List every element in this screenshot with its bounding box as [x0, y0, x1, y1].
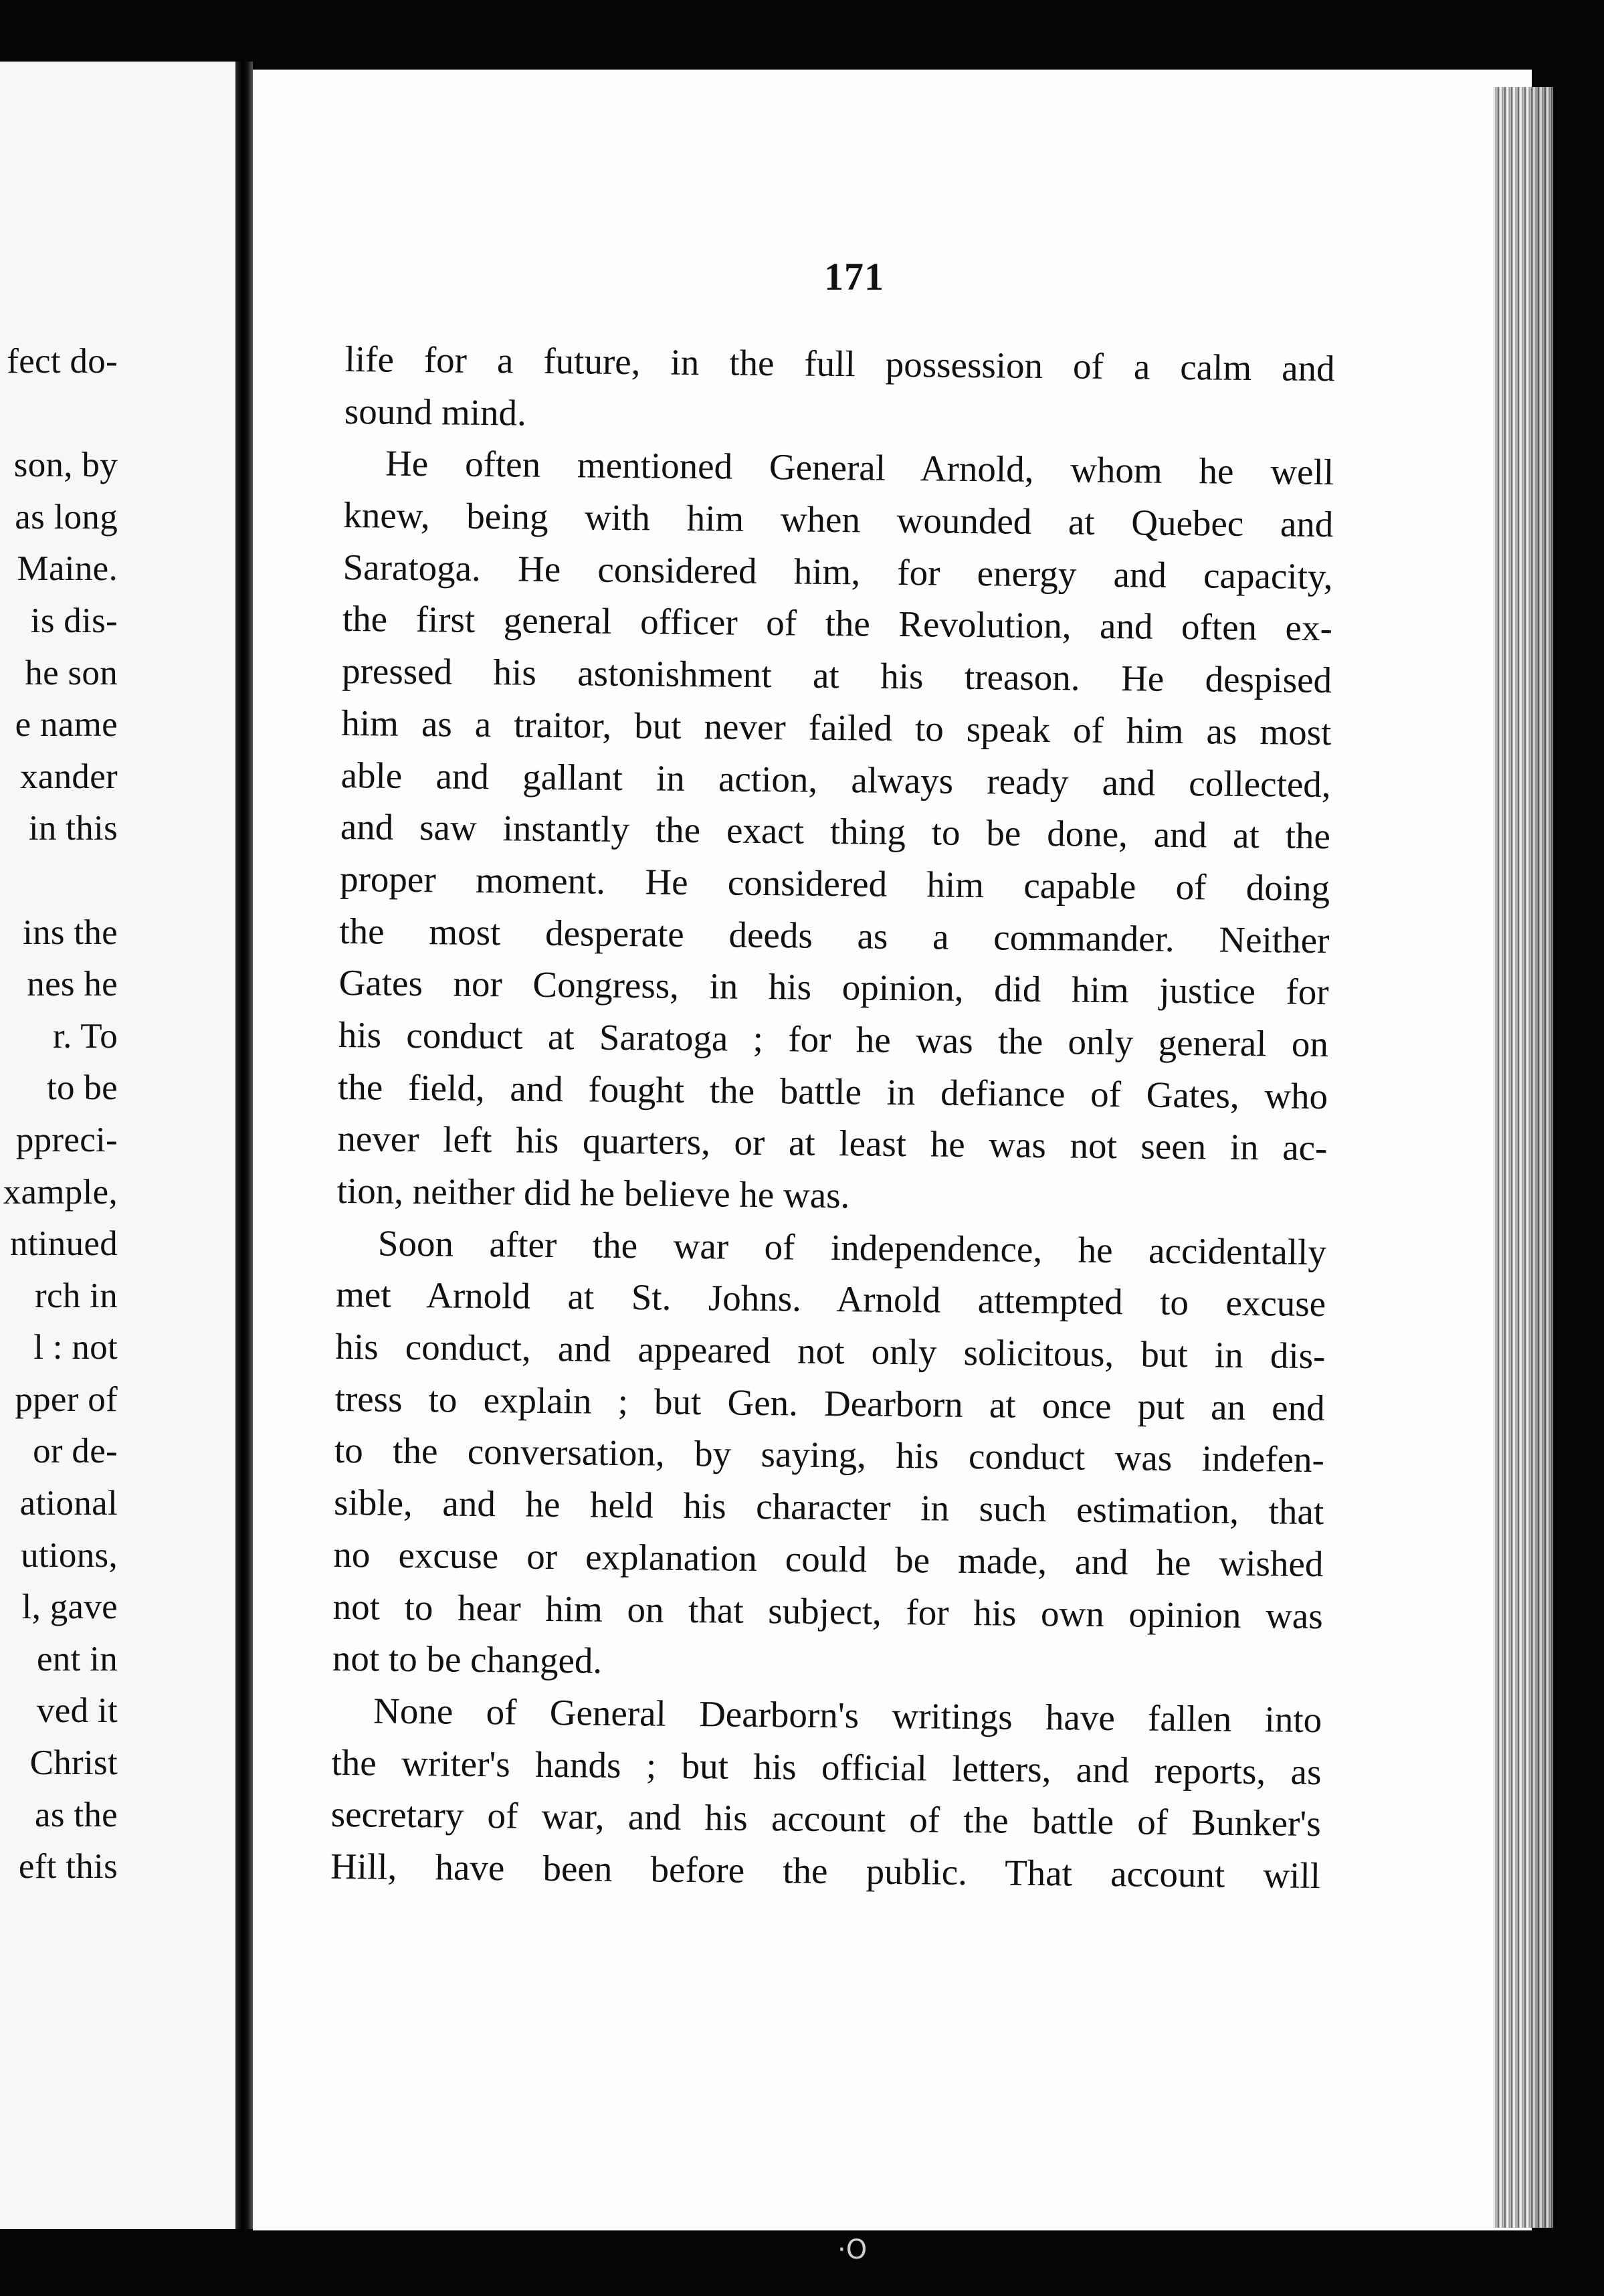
text-line: the first general officer of the Revolution, and often ex-: [342, 598, 1333, 649]
text-line: met Arnold at St. Johns. Arnold attempted to excuse: [335, 1274, 1326, 1325]
left-page-line: Maine.: [17, 549, 118, 589]
left-page-line: l, gave: [21, 1588, 118, 1627]
text-line: Soon after the war of independence, he accidentally: [377, 1222, 1327, 1272]
left-page-line: or de-: [33, 1432, 118, 1471]
left-page-line: ppreci-: [15, 1120, 118, 1159]
left-page-line: in this: [28, 809, 118, 848]
left-page-line: utions,: [21, 1535, 118, 1575]
text-line: to the conversation, by saying, his conduct was indefen-: [334, 1430, 1325, 1480]
left-page-line: rch in: [35, 1276, 118, 1315]
page-edge-stack: [1493, 87, 1553, 2228]
text-line: tion, neither did he believe he was.: [336, 1169, 850, 1216]
text-line: no excuse or explanation could be made, and he wished: [333, 1533, 1324, 1584]
left-page-line: nes he: [27, 965, 118, 1004]
left-page-line: ent in: [36, 1639, 118, 1679]
left-page-line: he son: [25, 653, 118, 692]
left-page-line: e name: [15, 705, 118, 745]
text-line: knew, being with him when wounded at Quebec and: [343, 494, 1334, 545]
text-line: Hill, have been before the public. That account will: [330, 1845, 1321, 1897]
left-page-line: [3, 388, 118, 440]
left-page-line: ins the: [23, 913, 118, 952]
book-gutter: [235, 62, 253, 2229]
left-page-line: is dis-: [30, 601, 118, 640]
left-page-line: eft this: [18, 1847, 118, 1887]
text-line: sound mind.: [344, 390, 527, 434]
text-line: secretary of war, and his account of the battle of Bunker's: [330, 1794, 1321, 1844]
text-line: Gates nor Congress, in his opinion, did him justice for: [338, 962, 1329, 1013]
left-page-line: xample,: [3, 1172, 118, 1212]
left-page-line: to be: [47, 1068, 118, 1108]
footer-mark: ·O: [837, 2234, 868, 2265]
left-page-line: son, by: [13, 446, 118, 485]
text-line: the writer's hands ; but his official letters, and reports, as: [331, 1741, 1322, 1792]
text-line: his conduct, and appeared not only solicitous, but in dis-: [335, 1325, 1326, 1377]
text-line: him as a traitor, but never failed to speak of him as most: [341, 702, 1332, 753]
left-page-line: ved it: [36, 1691, 118, 1731]
text-line: not to be changed.: [332, 1638, 603, 1681]
text-line: None of General Dearborn's writings have fallen into: [373, 1690, 1322, 1740]
left-page-line: pper of: [15, 1379, 118, 1419]
left-page-line: [3, 855, 118, 907]
text-line: life for a future, in the full possession of a calm and: [344, 338, 1335, 389]
text-line: never left his quarters, or at least he was not seen in ac-: [337, 1118, 1328, 1169]
text-line: proper moment. He considered him capable of doing: [339, 858, 1330, 909]
text-line: able and gallant in action, always ready and collected,: [340, 754, 1331, 805]
text-line: the field, and fought the battle in defiance of Gates, who: [337, 1066, 1328, 1117]
left-page-line: fect do-: [7, 342, 118, 381]
text-line: his conduct at Saratoga ; for he was the only general on: [338, 1014, 1329, 1065]
text-line: He often mentioned General Arnold, whom he well: [385, 442, 1334, 493]
left-page-line: r. To: [53, 1016, 118, 1056]
left-page-line: Christ: [29, 1743, 118, 1783]
text-line: the most desperate deeds as a commander. Neither: [339, 910, 1330, 961]
text-line: pressed his astonishment at his treason. He despised: [341, 650, 1332, 701]
left-page-line: ntinued: [9, 1224, 118, 1264]
left-page-text: [3, 336, 118, 1893]
left-page-line: ational: [19, 1484, 118, 1523]
left-page-line: l : not: [33, 1328, 118, 1367]
text-line: sible, and he held his character in such estimation, that: [333, 1482, 1324, 1533]
left-page-line: as long: [15, 497, 118, 537]
left-page-line: as the: [35, 1795, 118, 1834]
text-line: not to hear him on that subject, for his own opinion was: [332, 1586, 1323, 1636]
text-line: Saratoga. He considered him, for energy and capacity,: [342, 546, 1333, 597]
text-line: and saw instantly the exact thing to be done, and at the: [340, 806, 1331, 857]
text-line: tress to explain ; but Gen. Dearborn at once put an end: [334, 1377, 1325, 1428]
left-page-line: xander: [20, 757, 118, 796]
left-page: [0, 62, 235, 2229]
page-number: 171: [824, 255, 884, 298]
body-text: [330, 333, 1335, 1902]
